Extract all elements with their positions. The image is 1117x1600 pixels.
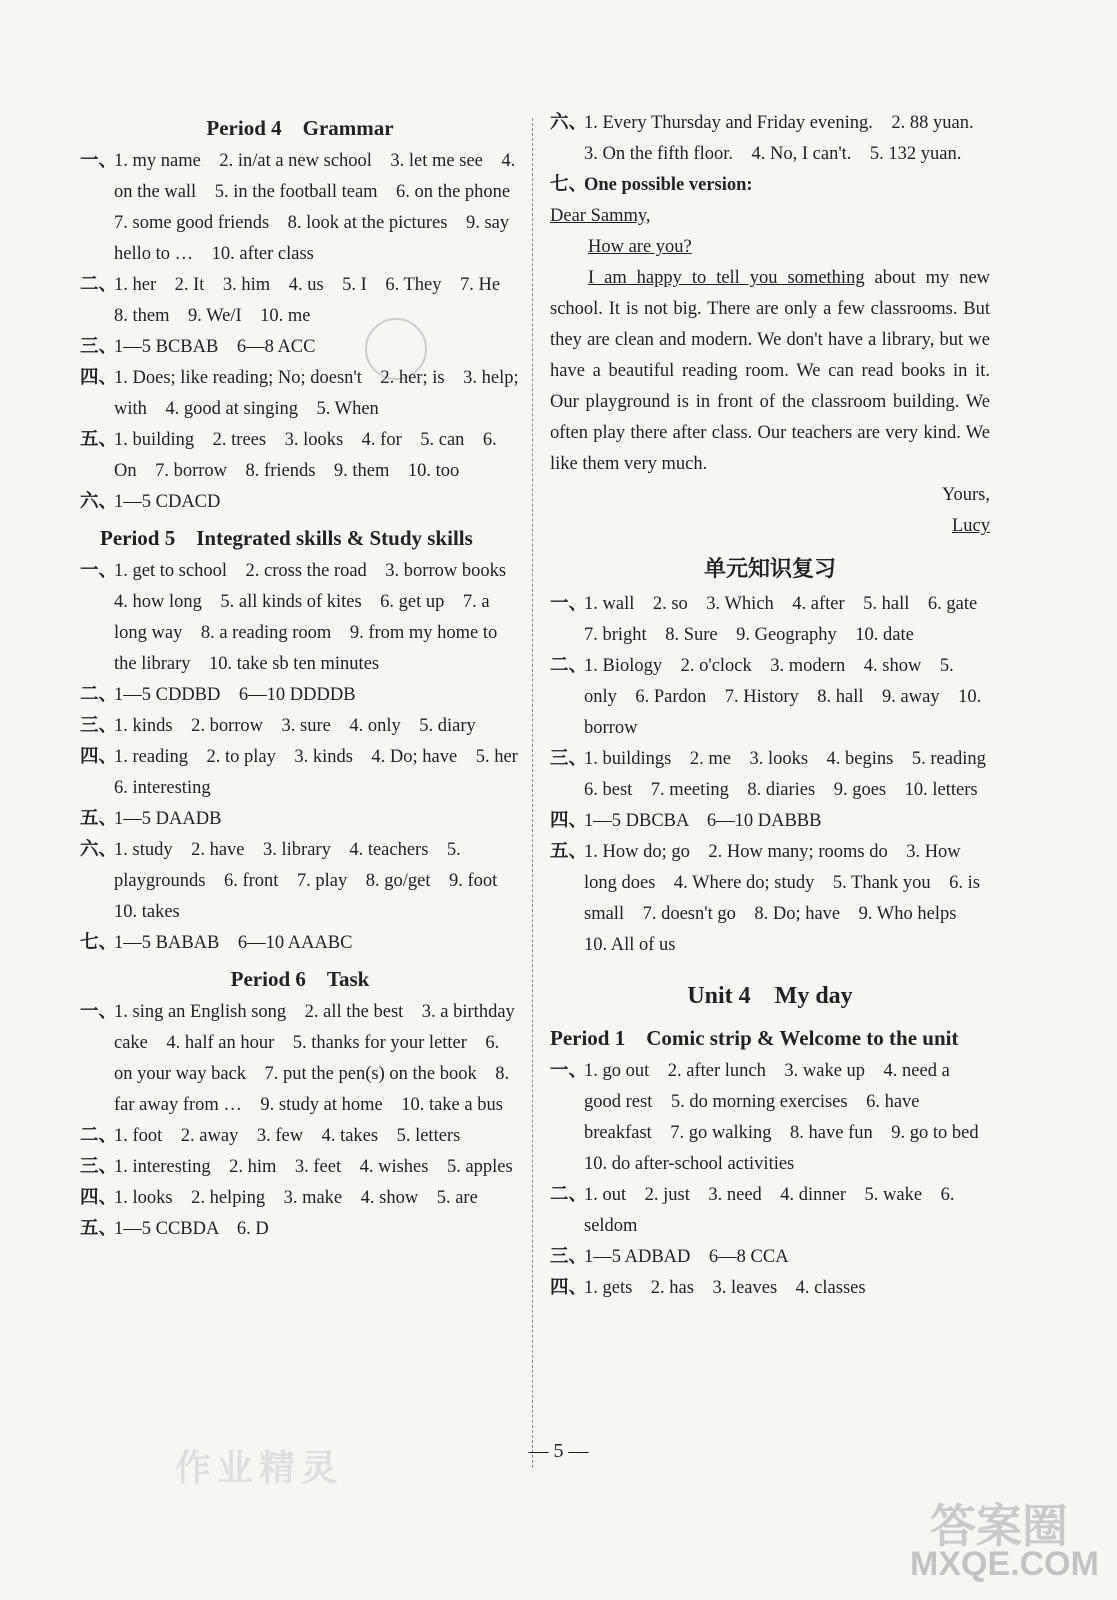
answer-row [80, 1214, 520, 1245]
answer-row [80, 1121, 520, 1152]
letter-body [550, 263, 990, 480]
column-divider [532, 118, 533, 1468]
section-marker: 六、 [550, 113, 588, 133]
answer-text: 1. go out 2. after lunch 3. wake up 4. need a good rest 5. do morning exercises 6. have breakfast 7. go walking 8. have fun 9. go to bed 10. do after-school activities [584, 1061, 998, 1174]
period5-title: Period 5 Integrated skills & Study skills [100, 526, 473, 550]
writing-header [550, 170, 990, 201]
answer-row [80, 928, 520, 959]
section-marker: 二、 [80, 1126, 118, 1146]
answer-text: 1—5 CCBDA 6. D [114, 1219, 269, 1239]
answer-text: 1. study 2. have 3. library 4. teachers 5. playgrounds 6. front 7. play 8. go/get 9. foot 10. takes [114, 840, 516, 922]
answer-text: 1. foot 2. away 3. few 4. takes 5. letters [114, 1126, 461, 1146]
review-title: 单元知识复习 [703, 557, 836, 582]
answer-text: 1. kinds 2. borrow 3. sure 4. only 5. diary [114, 716, 476, 736]
answer-text: 1. get to school 2. cross the road 3. borrow books 4. how long 5. all kinds of kites 6. get up 7. a long way 8. a reading room 9. from my home to the library 10. take sb ten minutes [114, 561, 525, 674]
answer-row [550, 1180, 990, 1242]
period5-answers [80, 556, 537, 959]
answer-row [80, 742, 537, 804]
answer-text: 1—5 DBCBA 6—10 DABBB [584, 811, 822, 831]
answer-row [80, 1183, 520, 1214]
answer-text: 1. buildings 2. me 3. looks 4. begins 5. reading 6. best 7. meeting 8. diaries 9. goes 10. letters [584, 749, 1005, 800]
answer-text: 1—5 CDACD [114, 492, 221, 512]
section-marker: 七、 [550, 175, 588, 195]
answer-row [80, 804, 520, 835]
answer-row [550, 1242, 990, 1273]
answer-row [80, 332, 520, 363]
answer-row [80, 487, 520, 518]
answer-text: 1—5 CDDBD 6—10 DDDDB [114, 685, 356, 705]
answer-row [80, 835, 520, 928]
answer-text: 1. reading 2. to play 3. kinds 4. Do; have 5. her 6. interesting [114, 747, 537, 798]
section-marker: 五、 [80, 430, 118, 450]
section-marker: 一、 [80, 561, 118, 581]
section-marker: 一、 [550, 594, 588, 614]
review-answers [550, 589, 1005, 961]
answer-row [550, 108, 993, 170]
right-column [550, 108, 1005, 1304]
section-marker: 三、 [80, 337, 118, 357]
sample-letter [550, 201, 990, 542]
answer-row [550, 1056, 998, 1180]
answer-text: 1—5 DAADB [114, 809, 222, 829]
answer-row [80, 997, 520, 1121]
answer-row [80, 363, 520, 425]
section-marker: 三、 [550, 749, 588, 769]
answer-text: 1. Does; like reading; No; doesn't 2. her; is 3. help; with 4. good at singing 5. When [114, 368, 519, 419]
left-column [80, 108, 537, 1245]
answer-row [550, 1273, 990, 1304]
answer-text: 1. wall 2. so 3. Which 4. after 5. hall 6. gate 7. bright 8. Sure 9. Geography 10. date [584, 594, 996, 645]
answer-row [80, 270, 520, 332]
answer-text: 1. interesting 2. him 3. feet 4. wishes 5. apples [114, 1157, 513, 1177]
section-marker: 三、 [80, 1157, 118, 1177]
answer-row [80, 146, 529, 270]
answer-row [80, 556, 525, 680]
section-marker: 四、 [550, 1278, 588, 1298]
answer-row [550, 806, 990, 837]
section-marker: 一、 [80, 1002, 118, 1022]
answer-row [550, 744, 1005, 806]
answer-row [550, 651, 990, 744]
section-marker: 二、 [80, 275, 118, 295]
letter-closing: Yours, [942, 485, 990, 505]
answer-row [550, 837, 990, 961]
section-marker: 六、 [80, 492, 118, 512]
section-marker: 一、 [550, 1061, 588, 1081]
letter-body-text: about my new school. It is not big. There are only a few classrooms. But they are clean and modern. We don't have a library, but we have a beautiful reading room. We can read books in it. Our playground is in front of the classroom building. We often play there after class. Our teachers are very kind. We like them very much. [550, 268, 991, 474]
section-marker: 四、 [80, 368, 118, 388]
unit4-period1-title: Period 1 Comic strip & Welcome to the unit [550, 1026, 959, 1050]
section-marker: 四、 [80, 1188, 118, 1208]
writing-label: One possible version: [584, 175, 753, 195]
answer-text: 1—5 BCBAB 6—8 ACC [114, 337, 316, 357]
answer-text: 1. gets 2. has 3. leaves 4. classes [584, 1278, 866, 1298]
section-marker: 七、 [80, 933, 118, 953]
period4-title: Period 4 Grammar [206, 116, 394, 140]
answer-text: 1. looks 2. helping 3. make 4. show 5. are [114, 1188, 478, 1208]
period6-answers [80, 997, 520, 1245]
answer-text: 1. Biology 2. o'clock 3. modern 4. show 5. only 6. Pardon 7. History 8. hall 9. away 10. borrow [584, 656, 982, 738]
section-marker: 四、 [550, 811, 588, 831]
section-marker: 五、 [80, 809, 118, 829]
answer-text: 1. building 2. trees 3. looks 4. for 5. can 6. On 7. borrow 8. friends 9. them 10. too [114, 430, 497, 481]
answer-row [80, 680, 520, 711]
answer-text: 1. my name 2. in/at a new school 3. let me see 4. on the wall 5. in the football team 6. on the phone 7. some good friends 8. look at the pictures 9. say hello to … 10. after class [114, 151, 529, 264]
section-marker: 五、 [550, 842, 588, 862]
answer-text: 1. sing an English song 2. all the best 3. a birthday cake 4. half an hour 5. thanks for your letter 6. on your way back 7. put the pen(s) on the book 8. far away from … 9. study at home 10. take a bus [114, 1002, 515, 1115]
letter-greeting: Dear Sammy, [550, 206, 651, 226]
answer-row [80, 1152, 520, 1183]
section-marker: 三、 [80, 716, 118, 736]
unit-title: Unit 4 My day [687, 983, 853, 1009]
section-marker: 六、 [80, 840, 118, 860]
answer-text: 1. out 2. just 3. need 4. dinner 5. wake 6. seldom [584, 1185, 955, 1236]
answer-text: 1—5 BABAB 6—10 AAABC [114, 933, 353, 953]
answer-text: 1. Every Thursday and Friday evening. 2. 88 yuan. 3. On the fifth floor. 4. No, I can't. 5. 132 yuan. [584, 113, 993, 164]
answer-text: 1—5 ADBAD 6—8 CCA [584, 1247, 789, 1267]
watermark-logo: 答案圈 [930, 1499, 1068, 1553]
answer-row [550, 589, 996, 651]
section-marker: 二、 [80, 685, 118, 705]
answer-row [80, 425, 520, 487]
section-marker: 五、 [80, 1219, 118, 1239]
letter-body-underlined: I am happy to tell you something [588, 268, 865, 288]
unit4-period1-answers [550, 1056, 998, 1304]
answer-text: 1. How do; go 2. How many; rooms do 3. How long does 4. Where do; study 5. Thank you 6. is small 7. doesn't go 8. Do; have 9. Who helps 10. All of us [584, 842, 981, 955]
answer-text: 1. her 2. It 3. him 4. us 5. I 6. They 7. He 8. them 9. We/I 10. me [114, 275, 519, 326]
section-marker: 三、 [550, 1247, 588, 1267]
section-marker: 一、 [80, 151, 118, 171]
section-marker: 二、 [550, 1185, 588, 1205]
page-number: — 5 — [528, 1440, 589, 1462]
answer-row [80, 711, 520, 742]
section-marker: 四、 [80, 747, 118, 767]
letter-signature: Lucy [951, 516, 990, 536]
period4-answers [80, 146, 529, 518]
period6-title: Period 6 Task [230, 967, 370, 991]
section-marker: 二、 [550, 656, 588, 676]
watermark-url: MXQE.COM [910, 1545, 1099, 1583]
letter-how: How are you? [588, 237, 692, 257]
watermark-text: 作业精灵 [175, 1448, 344, 1489]
